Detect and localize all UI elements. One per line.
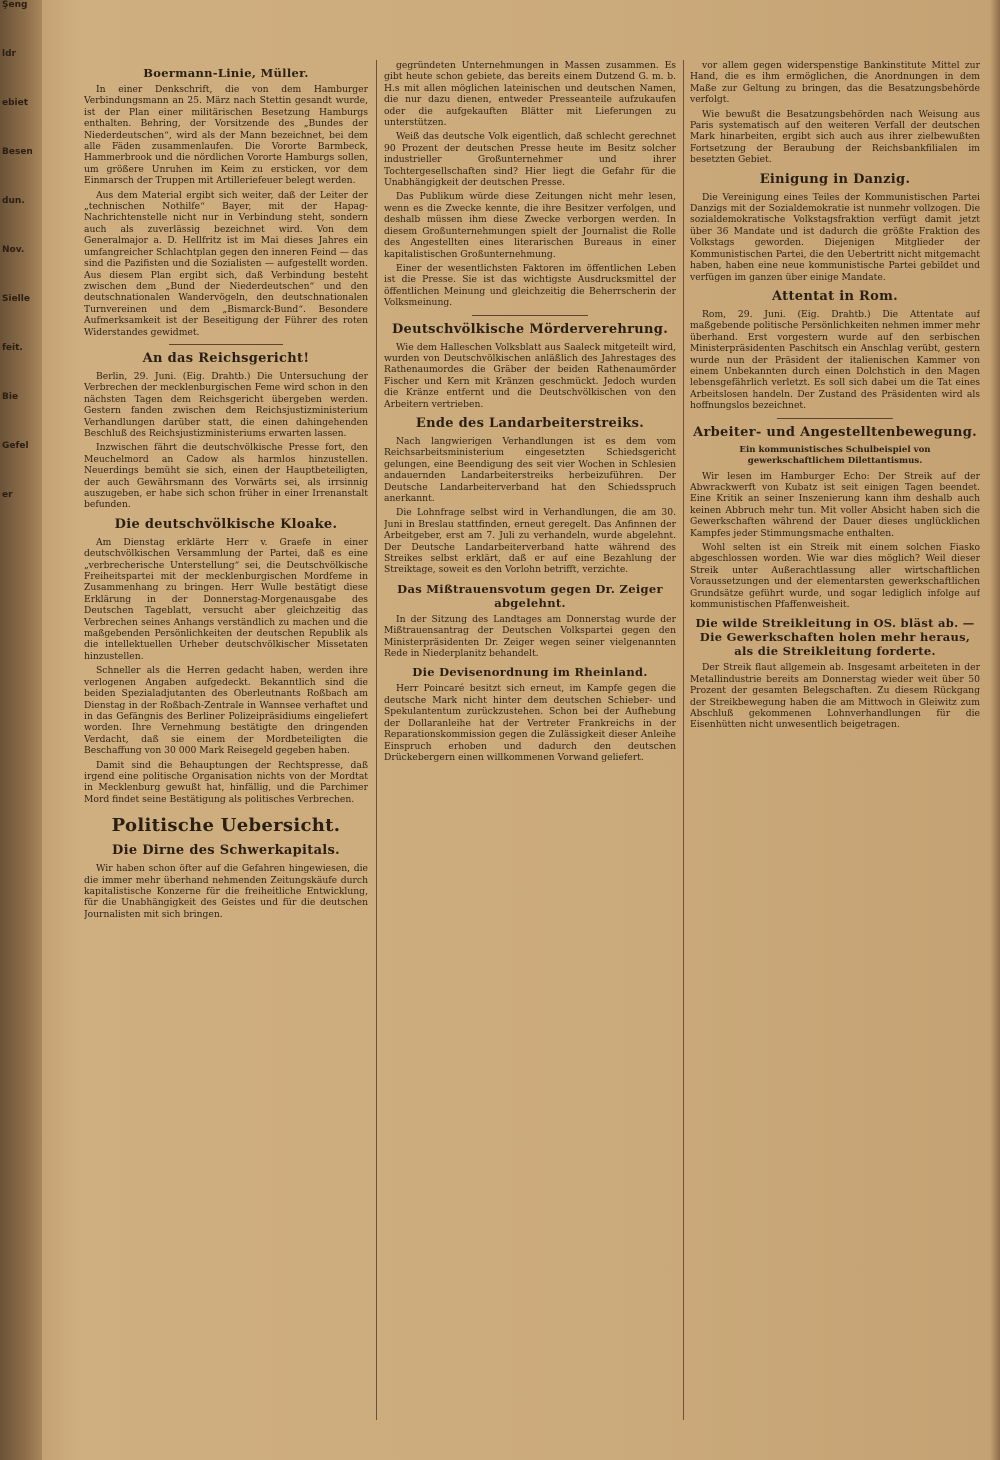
section-heading: Politische Uebersicht.: [111, 815, 341, 837]
article-heading: An das Reichsgericht!: [142, 350, 310, 366]
gutter-text: ebiet: [2, 98, 29, 108]
paragraph: In einer Denkschrift, die von dem Hamburger Verbindungsmann an 25. März nach Stettin gesandt wurde, ist der Plan einer militärischen Besetzung Hamburgs enthalten. Behring, der Vorsitzende des „Bundes der Niederdeutschen“, wird als der Mann bezeichnet, bei dem alle Fäden zusammenlaufen. Die Vororte Barmbeck, Hammerbrook und die nördlichen Vororte Hamburgs sollen, um größere Unruhen im Keim zu ersticken, vor dem Einmarsch der Truppen mit Artilleriefeuer belegt werden.: [84, 84, 368, 187]
article-heading: Deutschvölkische Mörderverehrung.: [391, 321, 669, 337]
paragraph: Am Dienstag erklärte Herr v. Graefe in einer deutschvölkischen Versammlung der Partei, daß es eine „verbrecherische Unterstellung“ sei, die Deutschvölkische Freiheitspartei mit der mecklenburgischen Mordfeme in Zusammenhang zu bringen. Herr Wulle bestätigt diese Erklärung in der Donnerstag-Morgenausgabe des Deutschen Tageblatt, versucht aber gleichzeitig das Verbrechen seines Anhangs verständlich zu machen und die maßgebenden Persönlichkeiten der deutschen Republik als die intellektuellen Urheber deutschvölkischer Missetaten hinzustellen.: [84, 536, 368, 662]
paragraph: Nach langwierigen Verhandlungen ist es dem vom Reichsarbeitsministerium eingesetzten Schiedsgericht gelungen, eine Beendigung des seit vier Wochen in Schlesien andauernden Landarbeiterstreiks herbeizuführen. Der Deutsche Landarbeiterverband hat den Schiedsspruch anerkannt.: [384, 435, 676, 504]
gutter-text: ldr: [2, 49, 16, 59]
separator: [169, 344, 283, 345]
paragraph: Damit sind die Behauptungen der Rechtspresse, daß irgend eine politische Organisation nichts von der Mordtat in Mecklenburg gewußt hat, hinfällig, und die Parchimer Mord findet seine Bestätigung als politisches Verbrechen.: [84, 759, 368, 805]
gutter-text: dun.: [2, 196, 25, 206]
adjacent-page-edge: [0, 0, 42, 1460]
paragraph: Schneller als die Herren gedacht haben, werden ihre verlogenen Angaben aufgedeckt. Bekanntlich sind die beiden Spezialadjutanten des Oberleutnants Roßbach am Dienstag in der Roßbach-Zentrale in Wannsee verhaftet und in das Gefängnis des Berliner Polizeipräsidiums eingeliefert worden. Ihre Vernehmung bestätigte den dringenden Verdacht, daß sie einem der Mordbeteiligten die Beschaffung von 30 000 Mark Reisegeld gegeben haben.: [84, 665, 368, 757]
column-middle: [384, 60, 676, 1420]
column-right: [690, 60, 980, 1420]
paragraph: Wohl selten ist ein Streik mit einem solchen Fiasko abgeschlossen worden. Wie war dies möglich? Weil dieser Streik unter Außerachtlassung aller wirtschaftlichen Voraussetzungen und der elementarsten gewerkschaftlichen Grundsätze geführt wurde, und sogar lediglich infolge auf kommunistischen Pfaffenweisheit.: [690, 542, 980, 611]
paragraph: Wir lesen im Hamburger Echo: Der Streik auf der Abwrackwerft von Kubatz ist seit einigen Tagen beendet. Eine Kritik an seiner Inszenierung kann ihm deshalb auch keinen Abbruch mehr tun. Mit voller Absicht haben sich die Gewerkschaften während der Dauer dieses unglücklichen Kampfes jeder Stimmungsmache enthalten.: [690, 470, 980, 539]
gutter-text: Gefel: [2, 441, 29, 451]
article-subheading: Ein kommunistisches Schulbeispiel von gewerkschaftlichem Dilettantismus.: [739, 444, 931, 466]
paragraph: Wir haben schon öfter auf die Gefahren hingewiesen, die die immer mehr überhand nehmenden Zeitungskäufe durch kapitalistische Konzerne für die freiheitliche Entwicklung, für die Unabhängigkeit des Geistes und für die deutschen Journalisten mit sich bringen.: [84, 863, 368, 920]
article-heading: Attentat in Rom.: [771, 288, 899, 304]
article-heading: Die wilde Streikleitung in OS. bläst ab. — Die Gewerkschaften holen mehr heraus, als die Streikleitung forderte.: [695, 616, 975, 659]
gutter-text: Sielle: [2, 294, 30, 304]
paragraph: Die Vereinigung eines Teiles der Kommunistischen Partei Danzigs mit der Sozialdemokratie ist nunmehr vollzogen. Die sozialdemokratische Volkstagsfraktion verfügt damit jetzt über 36 Mandate und ist dadurch die größte Fraktion des Volkstags geworden. Diejenigen Mitglieder der Kommunistischen Partei, die den Uebertritt nicht mitgemacht haben, haben eine neue kommunistische Partei gebildet und verfügen im ganzen über einige Mandate.: [690, 191, 980, 283]
gutter-text: Besen: [2, 147, 33, 157]
paragraph: Einer der wesentlichsten Faktoren im öffentlichen Leben ist die Presse. Sie ist das wichtigste Ausdrucksmittel der öffentlichen Meinung und gleichzeitig die Beherrscherin der Volksmeinung.: [384, 262, 676, 309]
paragraph: Die Lohnfrage selbst wird in Verhandlungen, die am 30. Juni in Breslau stattfinden, erneut geregelt. Das Anfinnen der Arbeitgeber, erst am 7. Juli zu verhandeln, wurde abgelehnt. Der Deutsche Landarbeiterverband hatte während des Streikes selbst erklärt, daß er auf eine Bezahlung der Streiktage, soweit es den Vorlohn betrifft, verzichte.: [384, 507, 676, 576]
paragraph: Inzwischen fährt die deutschvölkische Presse fort, den Meuchelmord an Cadow als harmlos hinzustellen. Neuerdings bemüht sie sich, einen der Hauptbeteiligten, der auch Gewährsmann des Vorwärts sei, als irrsinnig auszugeben, er habe sich schon früher in einer Irrenanstalt befunden.: [84, 442, 368, 511]
gutter-text: er: [2, 490, 13, 500]
paragraph: Berlin, 29. Juni. (Eig. Drahtb.) Die Untersuchung der Verbrechen der mecklenburgischen Feme wird schon in den nächsten Tagen dem Reichsgericht übergeben werden. Gestern fanden zwischen dem Reichsjustizministerium Verhandlungen darüber statt, die einen dahingehenden Beschluß des Reichsjustizministeriums erwarten lassen.: [84, 370, 368, 439]
separator: [472, 315, 589, 316]
paragraph: gegründeten Unternehmungen in Massen zusammen. Es gibt heute schon gebiete, das bereits einem Dutzend G. m. b. H.s mit allen möglichen lateinischen und deutschen Namen, die nur dazu dienen, entweder Presseanteile aufzukaufen oder die aufgekauften Blätter mit Lieferungen zu unterstützen.: [384, 60, 676, 129]
paragraph: Rom, 29. Juni. (Eig. Drahtb.) Die Attentate auf maßgebende politische Persönlichkeiten nehmen immer mehr überhand. Erst vorgestern wurde auf den serbischen Ministerpräsidenten Paschitsch ein Anschlag verübt, gestern wurde nun der Präsident der italienischen Kammer von einem Unbekannten durch einen Dolchstich in den Magen lebensgefährlich verletzt. Es soll sich dabei um die Tat eines Arbeitslosen handeln. Der Zustand des Präsidenten wird als hoffnungslos bezeichnet.: [690, 308, 980, 412]
article-heading: Ende des Landarbeiterstreiks.: [415, 415, 645, 431]
article-heading: Das Mißtrauensvotum gegen Dr. Zeiger abgelehnt.: [397, 581, 663, 610]
paragraph: Der Streik flaut allgemein ab. Insgesamt arbeiteten in der Metallindustrie bereits am Donnerstag wieder weit über 50 Prozent der gesamten Belegschaften. Zu diesem Rückgang der Streikbewegung haben die am Mittwoch in Gleiwitz zum Abschluß gekommenen Lohnverhandlungen für die Eisenhütten nicht unwesentlich beigetragen.: [690, 662, 980, 731]
paragraph: Wie bewußt die Besatzungsbehörden nach Weisung aus Paris systematisch auf den weiteren Verfall der deutschen Mark hinarbeiten, ergibt sich auch aus ihrer zielbewußten Fortsetzung der Beraubung der Reichsbankfilialen im besetzten Gebiet.: [690, 108, 980, 166]
article-heading: Die Devisenordnung im Rheinland.: [412, 665, 648, 680]
gutter-text: feit.: [2, 343, 23, 353]
paragraph: Herr Poincaré besitzt sich erneut, im Kampfe gegen die deutsche Mark nicht hinter dem deutschen Schieber- und Spekulantentum zurückzustehen. Schon bei der Aufhebung der Dollaranleihe hat der Vertreter Frankreichs in der Reparationskommission gegen die Zulässigkeit dieser Anleihe Einspruch erhoben und dadurch den deutschen Drückebergern einen willkommenen Vorwand geliefert.: [384, 683, 676, 763]
paragraph: Das Publikum würde diese Zeitungen nicht mehr lesen, wenn es die Zwecke kennte, die ihre Besitzer verfolgen, und deshalb müssen ihm diese Zwecke verborgen werden. In diesem Großunternehmungen spielt der Journalist die Rolle des Angestellten eines literarischen Bureaus in einer kapitalistischen Großunternehmung.: [384, 191, 676, 260]
gutter-text: Nov.: [2, 245, 25, 255]
separator: [777, 418, 893, 419]
paragraph: Aus dem Material ergibt sich weiter, daß der Leiter der „technischen Nothilfe“ Bayer, mit der Hapag-Nachrichtenstelle nicht nur in Verbindung steht, sondern auch als zuverlässig bezeichnet wird. Von dem Generalmajor a. D. Hellfritz ist im Mai dieses Jahres ein umfangreicher Schlachtplan gegen den inneren Feind — das sind die Pazifisten und die Sozialisten — aufgestellt worden. Aus diesem Plan ergibt sich, daß Verbindung besteht zwischen dem „Bund der Niederdeutschen“ und den deutschnationalen Wandervögeln, den deutschnationalen Turnvereinen und dem „Bismarck-Bund“. Besondere Aufmerksamkeit ist der Beseitigung der Führer des roten Widerstandes gewidmet.: [84, 189, 368, 338]
article-heading: Die Dirne des Schwerkapitals.: [112, 843, 340, 859]
section-heading: Arbeiter- und Angestelltenbewegung.: [693, 424, 977, 440]
gutter-text: Şeng: [2, 0, 28, 10]
paragraph: vor allem gegen widerspenstige Bankinstitute Mittel zur Hand, die es ihm ermöglichen, die Anordnungen in dem Maße zur Geltung zu bringen, das die Besatzungsbehörde verfolgt.: [690, 60, 980, 106]
paragraph: Weiß das deutsche Volk eigentlich, daß schlecht gerechnet 90 Prozent der deutschen Presse heute im Besitz solcher industrieller Großunternehmer und ihrer Tochtergesellschaften sind? Hier liegt die Gefahr für die Unabhängigkeit der deutschen Presse.: [384, 131, 676, 189]
gutter-text: Bie: [2, 392, 19, 402]
column-divider: [376, 60, 377, 1420]
paragraph: Wie dem Halleschen Volksblatt aus Saaleck mitgeteilt wird, wurden von Deutschvölkischen anläßlich des Jahrestages des Rathenaumordes die Gräber der beiden Rathenaumörder Fischer und Kern mit Kränzen geschmückt. Jedoch wurden die Kränze entfernt und die Deutschvölkischen von den Arbeitern vertrieben.: [384, 341, 676, 410]
article-heading: Einigung in Danzig.: [759, 171, 911, 187]
article-heading: Die deutschvölkische Kloake.: [114, 516, 338, 532]
article-heading: Boermann-Linie, Müller.: [143, 66, 309, 80]
column-left: [84, 60, 368, 1420]
paragraph: In der Sitzung des Landtages am Donnerstag wurde der Mißtrauensantrag der Deutschen Volkspartei gegen den Ministerpräsidenten Dr. Zeiger wegen seiner vielgenannten Rede in Niederplanitz behandelt.: [384, 613, 676, 660]
column-divider: [683, 60, 684, 1420]
